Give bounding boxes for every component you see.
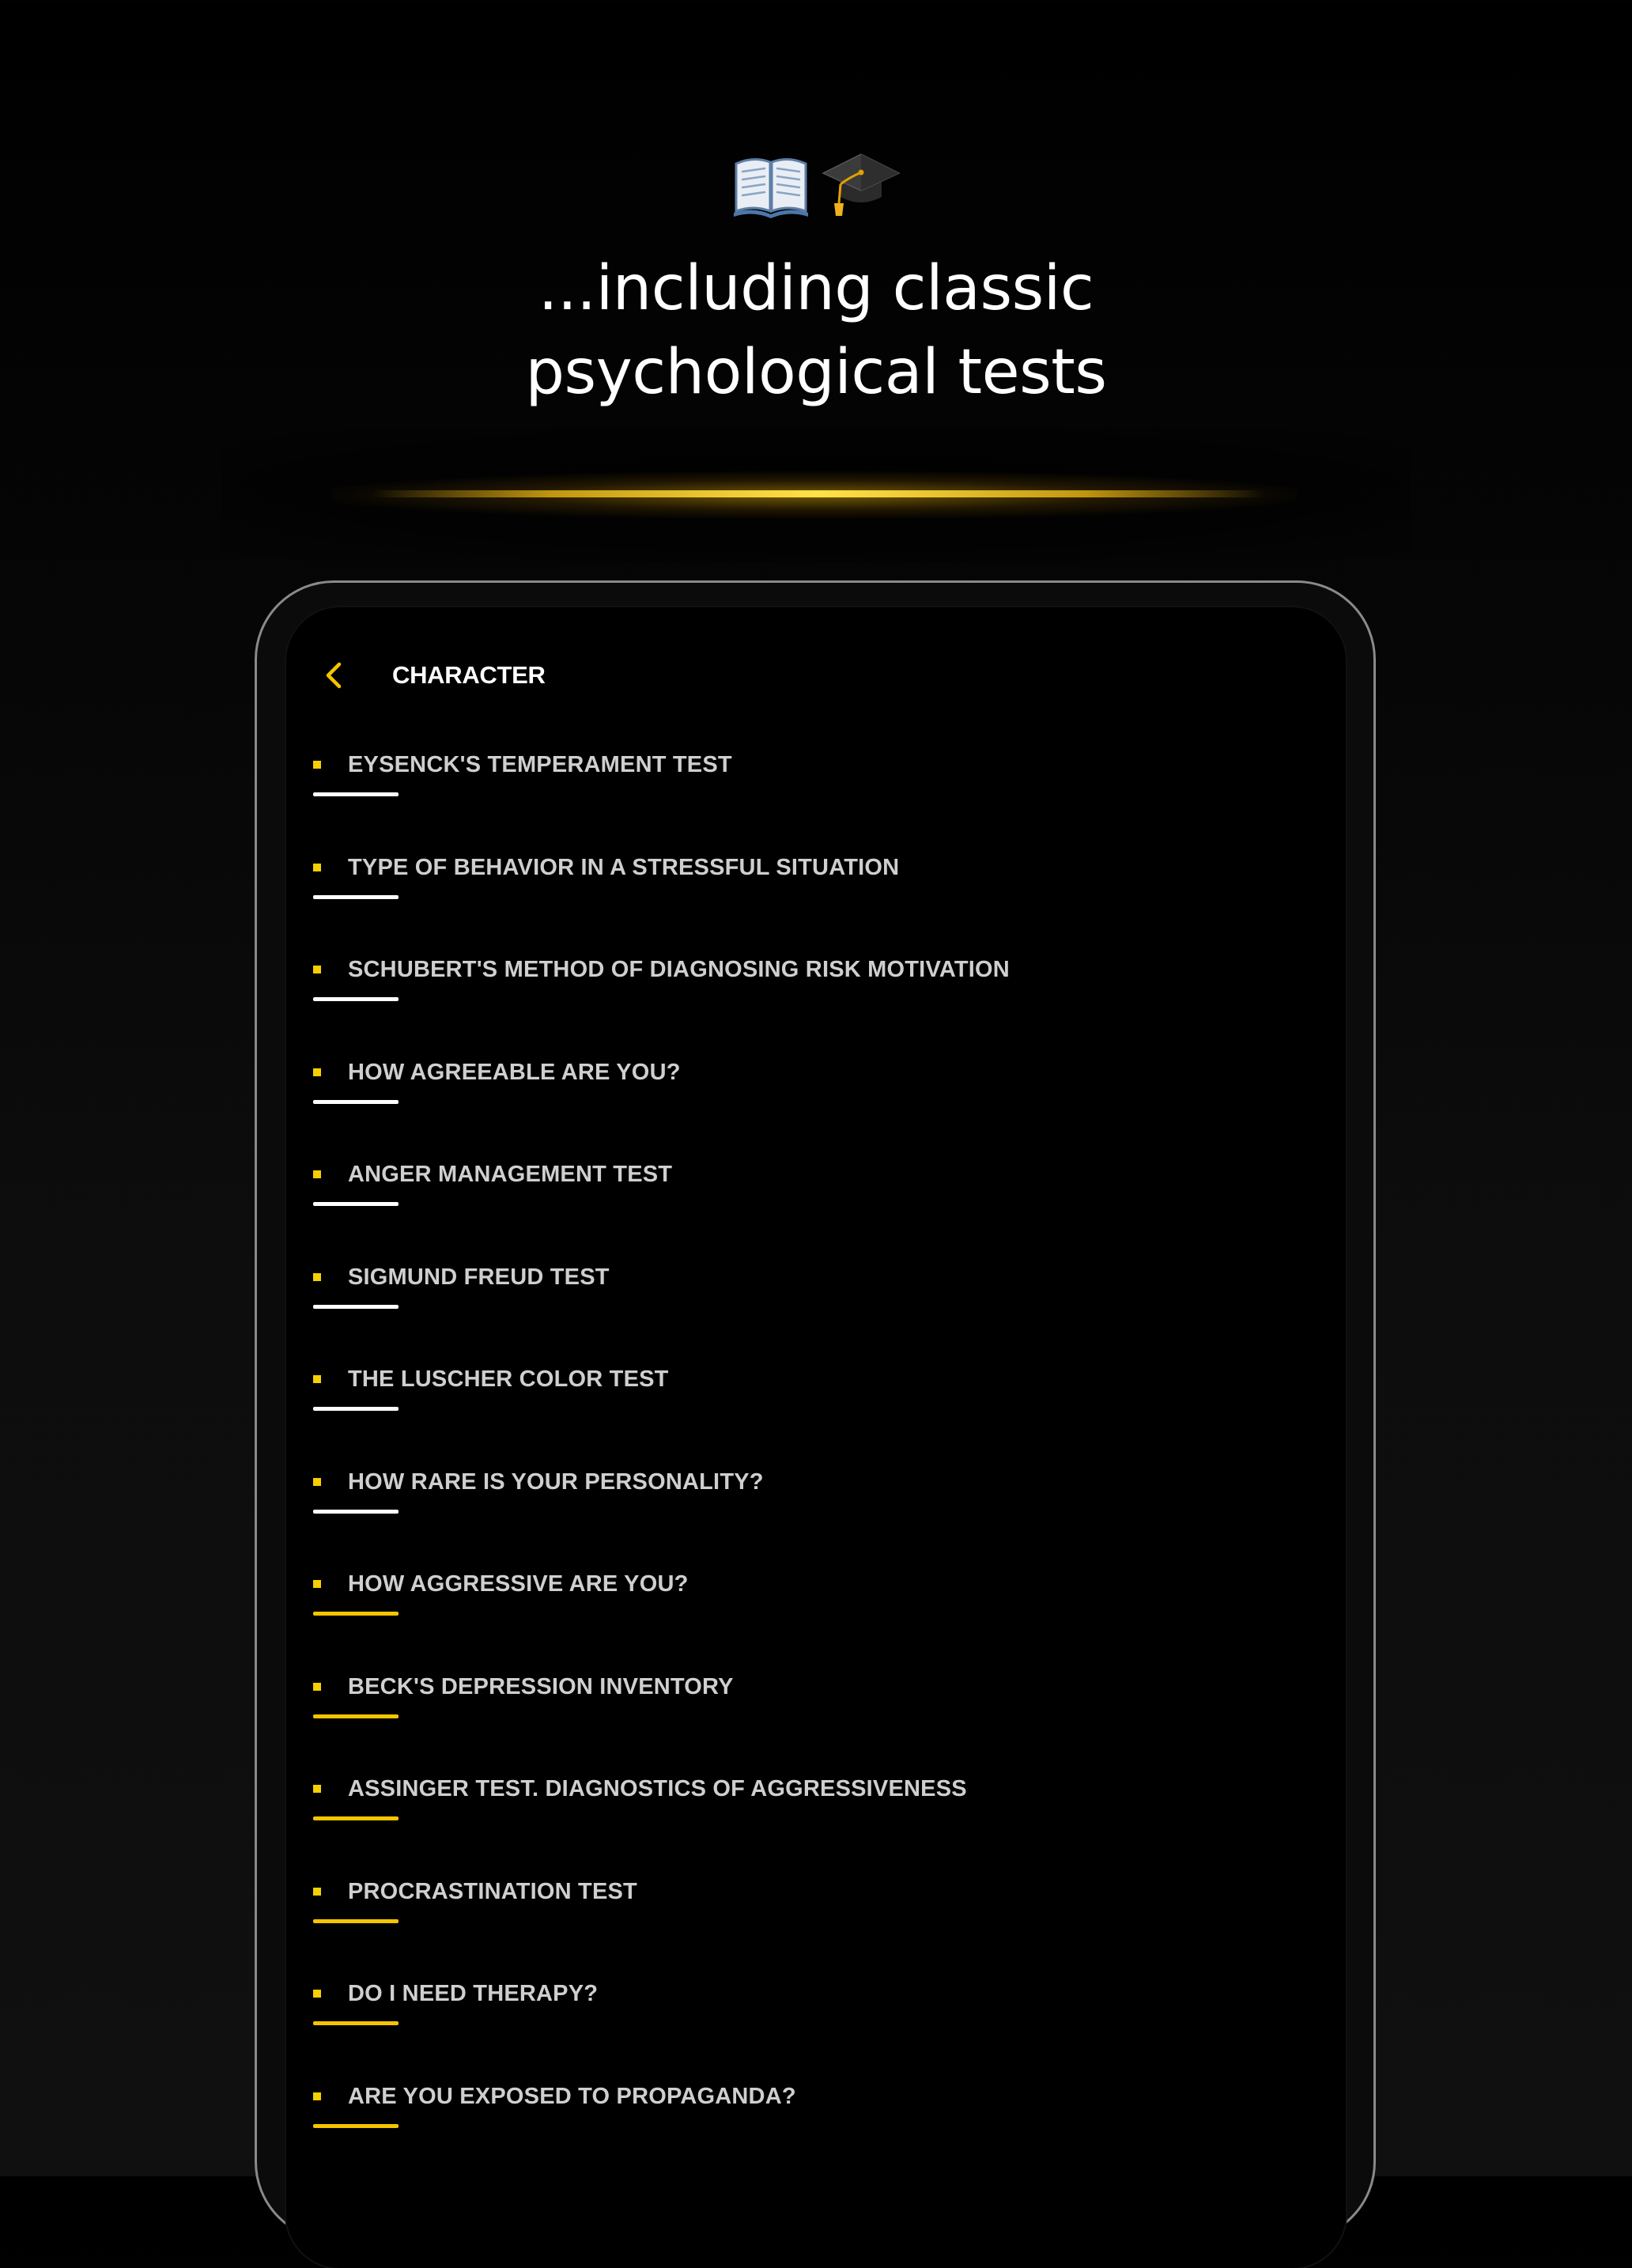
headline (0, 247, 1632, 414)
progress-indicator (313, 1919, 399, 1923)
test-item-procrastination[interactable] (313, 1870, 1294, 1973)
test-item-beck-depression[interactable] (313, 1665, 1294, 1768)
test-item-label: EYSENCK'S TEMPERAMENT TEST (348, 752, 732, 777)
headline-line-1: ...including classic (538, 253, 1094, 324)
test-item-label: TYPE OF BEHAVIOR IN A STRESSFUL SITUATION (348, 854, 900, 880)
bullet-marker (313, 1580, 321, 1588)
progress-indicator (313, 1612, 399, 1616)
bullet-marker (313, 1068, 321, 1076)
emoji-row (0, 139, 1632, 226)
bullet-marker (313, 1375, 321, 1383)
test-item-propaganda[interactable] (313, 2075, 1294, 2178)
test-item-rare-personality[interactable] (313, 1461, 1294, 1563)
bullet-marker (313, 1990, 321, 1998)
progress-indicator (313, 895, 399, 899)
back-button[interactable] (316, 648, 351, 702)
bullet-marker (313, 1273, 321, 1281)
test-item-label: DO I NEED THERAPY? (348, 1981, 599, 2006)
test-item-label: THE LUSCHER COLOR TEST (348, 1366, 669, 1392)
test-item-label: ARE YOU EXPOSED TO PROPAGANDA? (348, 2083, 796, 2109)
page-title: CHARACTER (392, 661, 546, 689)
progress-indicator (313, 1202, 399, 1206)
test-item-label: ANGER MANAGEMENT TEST (348, 1162, 673, 1187)
hero-section (0, 0, 1632, 554)
progress-indicator (313, 1305, 399, 1309)
test-item-label: HOW AGREEABLE ARE YOU? (348, 1059, 681, 1085)
test-item-label: HOW RARE IS YOUR PERSONALITY? (348, 1469, 764, 1495)
bullet-marker (313, 1683, 321, 1691)
test-item-agreeable[interactable] (313, 1051, 1294, 1154)
bullet-marker (313, 1478, 321, 1486)
progress-indicator (313, 2021, 399, 2025)
test-item-assinger[interactable] (313, 1767, 1294, 1870)
test-item-label: HOW AGGRESSIVE ARE YOU? (348, 1571, 689, 1597)
glow-divider-line (372, 490, 1265, 497)
bullet-marker (313, 966, 321, 973)
bullet-marker (313, 1170, 321, 1178)
test-item-label: ASSINGER TEST. DIAGNOSTICS OF AGGRESSIVENESS (348, 1776, 967, 1801)
test-list (313, 743, 1294, 2177)
test-item-anger-management[interactable] (313, 1153, 1294, 1256)
test-item-luscher-color[interactable] (313, 1358, 1294, 1461)
progress-indicator (313, 792, 399, 796)
open-book-icon (731, 143, 810, 222)
progress-indicator (313, 2124, 399, 2128)
chevron-left-icon (323, 660, 344, 691)
bullet-marker (313, 864, 321, 871)
progress-indicator (313, 1714, 399, 1718)
test-item-need-therapy[interactable] (313, 1972, 1294, 2075)
test-item-label: PROCRASTINATION TEST (348, 1878, 637, 1904)
progress-indicator (313, 1510, 399, 1514)
bullet-marker (313, 1888, 321, 1896)
test-item-label: SCHUBERT'S METHOD OF DIAGNOSING RISK MOTIVATION (348, 957, 1010, 982)
progress-indicator (313, 997, 399, 1001)
bullet-marker (313, 761, 321, 769)
app-header (316, 648, 1265, 702)
test-item-sigmund-freud[interactable] (313, 1256, 1294, 1359)
test-item-aggressive[interactable] (313, 1563, 1294, 1665)
progress-indicator (313, 1407, 399, 1411)
test-item-schubert-risk[interactable] (313, 948, 1294, 1051)
progress-indicator (313, 1816, 399, 1820)
test-item-stress-behavior[interactable] (313, 846, 1294, 949)
bullet-marker (313, 1785, 321, 1793)
graduation-cap-icon (822, 143, 901, 222)
bullet-marker (313, 2092, 321, 2100)
test-item-label: BECK'S DEPRESSION INVENTORY (348, 1673, 734, 1699)
headline-line-2: psychological tests (525, 337, 1107, 408)
progress-indicator (313, 1100, 399, 1104)
test-item-eysenck-temperament[interactable] (313, 743, 1294, 846)
test-item-label: SIGMUND FREUD TEST (348, 1264, 610, 1290)
